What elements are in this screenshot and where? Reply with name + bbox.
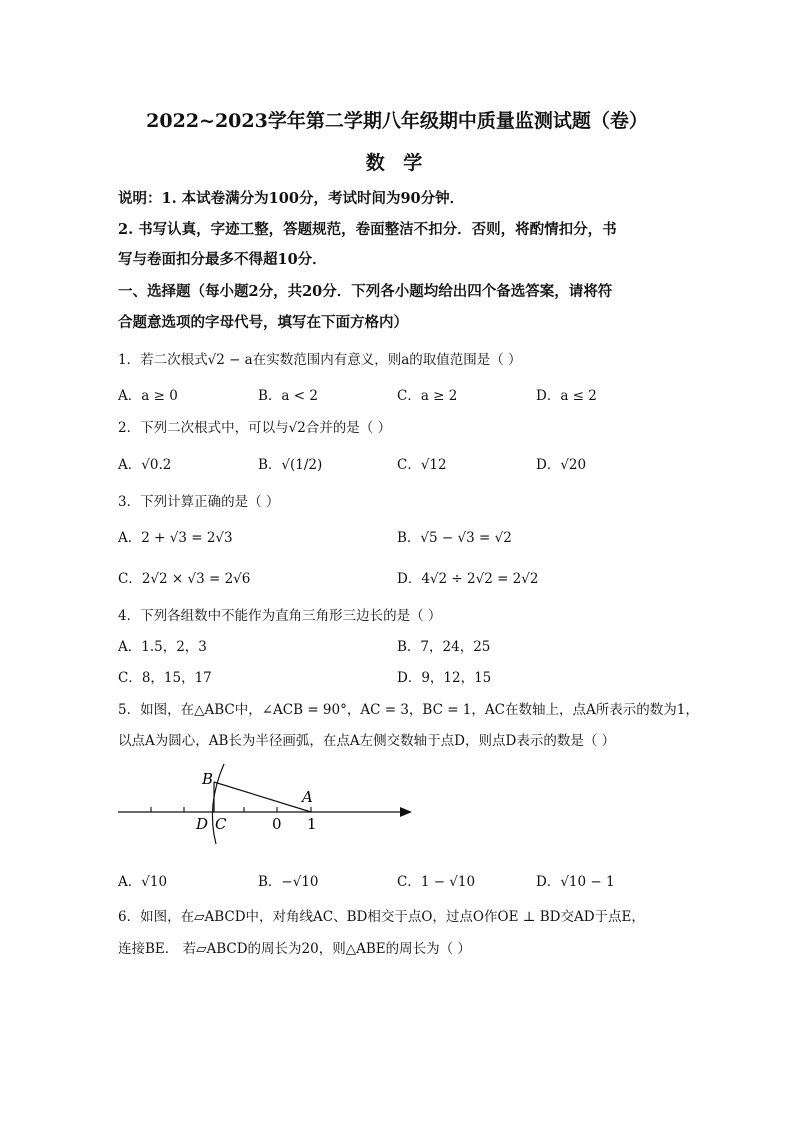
subject-title: 数 学 bbox=[365, 152, 429, 174]
q1-option-a: A．a ≥ 0 bbox=[118, 388, 178, 404]
exam-title: 2022~2023学年第二学期八年级期中质量监测试题（卷） bbox=[146, 110, 648, 132]
q1-option-d: D．a ≤ 2 bbox=[536, 388, 597, 404]
q3-option-b: B．√5 − √3 = √2 bbox=[397, 530, 512, 546]
number-line-ticks bbox=[151, 807, 311, 812]
number-line-arrow bbox=[400, 807, 412, 817]
q3-option-a: A．2 + √3 = 2√3 bbox=[118, 530, 233, 546]
q4-option-a: A．1.5，2，3 bbox=[118, 639, 207, 655]
q3-option-d: D．4√2 ÷ 2√2 = 2√2 bbox=[397, 571, 539, 587]
q5-option-b: B．−√10 bbox=[258, 874, 319, 890]
q4-option-d: D．9，12，15 bbox=[397, 670, 492, 686]
label-one: 1 bbox=[307, 815, 317, 833]
q4-option-c: C．8，15，17 bbox=[118, 670, 212, 686]
q4-option-b: B．7，24，25 bbox=[397, 639, 491, 655]
note-line-2: 2. 书写认真，字迹工整，答题规范，卷面整洁不扣分．否则，将酌情扣分，书 bbox=[118, 221, 617, 238]
q6-stem-line-1: 6．如图，在▱ABCD中，对角线AC、BD相交于点O，过点O作OE ⊥ BD交AD于点E， bbox=[118, 909, 645, 925]
q2-stem: 2．下列二次根式中，可以与√2合并的是（ ） bbox=[118, 420, 392, 436]
segment-ab bbox=[214, 782, 311, 812]
q1-option-b: B．a < 2 bbox=[258, 388, 318, 404]
label-c: C bbox=[215, 815, 227, 833]
q3-option-c: C．2√2 × √3 = 2√6 bbox=[118, 571, 251, 587]
label-b: B bbox=[202, 770, 214, 788]
section-heading-line-2: 合题意选项的字母代号，填写在下面方格内） bbox=[118, 314, 408, 331]
q5-stem-line-1: 5．如图，在△ABC中，∠ACB = 90°，AC = 3，BC = 1，AC在数轴上，点A所表示的数为1， bbox=[118, 702, 699, 718]
q2-option-c: C．√12 bbox=[397, 457, 447, 473]
q5-stem-line-2: 以点A为圆心，AB长为半径画弧，在点A左侧交数轴于点D，则点D表示的数是（ ） bbox=[118, 733, 616, 749]
q5-option-d: D．√10 − 1 bbox=[536, 874, 615, 890]
section-heading-line-1: 一、选择题（每小题2分，共20分．下列各小题均给出四个备选答案，请将符 bbox=[118, 283, 613, 300]
q3-stem: 3．下列计算正确的是（ ） bbox=[118, 494, 280, 510]
q2-option-d: D．√20 bbox=[536, 457, 587, 473]
note-line-1: 说明：1. 本试卷满分为100分，考试时间为90分钟． bbox=[118, 190, 465, 207]
q2-option-a: A．√0.2 bbox=[118, 457, 172, 473]
q2-option-b: B．√(1/2) bbox=[258, 457, 323, 473]
label-d: D bbox=[196, 815, 209, 833]
label-zero: 0 bbox=[272, 815, 282, 833]
q5-option-c: C．1 − √10 bbox=[397, 874, 476, 890]
note-line-3: 写与卷面扣分最多不得超10分． bbox=[118, 251, 327, 268]
q1-stem: 1．若二次根式√2 − a在实数范围内有意义，则a的取值范围是（ ） bbox=[118, 352, 522, 368]
q5-number-line-figure bbox=[116, 760, 416, 850]
label-a: A bbox=[302, 788, 313, 806]
q1-option-c: C．a ≥ 2 bbox=[397, 388, 458, 404]
q5-option-a: A．√10 bbox=[118, 874, 168, 890]
q4-stem: 4．下列各组数中不能作为直角三角形三边长的是（ ） bbox=[118, 608, 442, 624]
q6-stem-line-2: 连接BE． 若▱ABCD的周长为20，则△ABE的周长为（ ） bbox=[118, 941, 471, 957]
